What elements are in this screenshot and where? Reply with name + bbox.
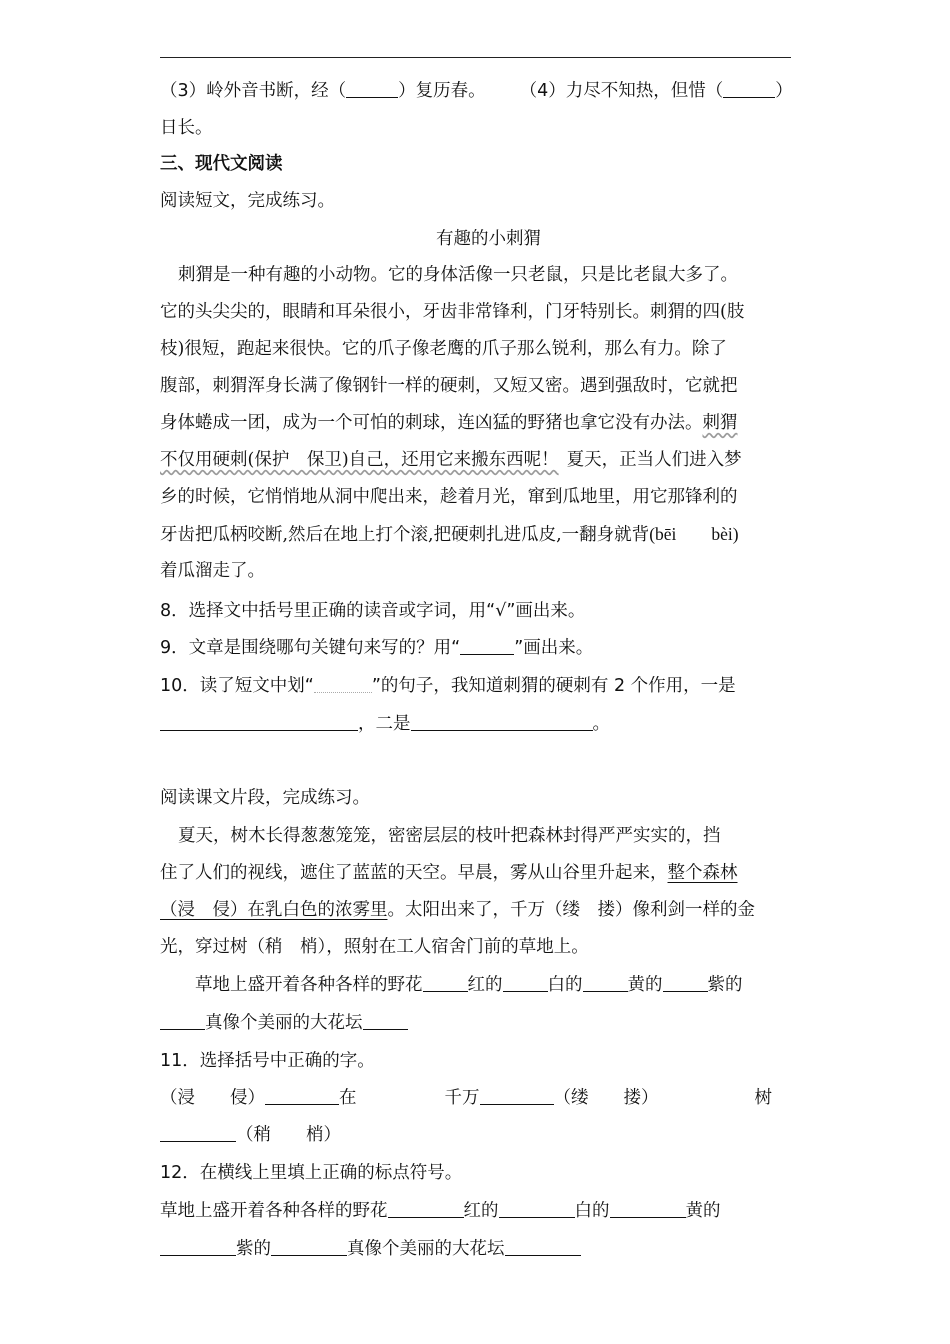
answer-blank[interactable]: [265, 1090, 339, 1105]
question-10: 10．读了短文中划“ ”的句子，我知道刺猬的硬刺有 2 个作用，一是: [160, 676, 736, 696]
wavy-line-sample: [314, 678, 372, 693]
question-9: 9．文章是围绕哪句关键句来写的？用“ ”画出来。: [160, 638, 594, 658]
blank: [423, 977, 468, 992]
answer-blank[interactable]: [160, 716, 358, 731]
underlined-text: 整个森林: [667, 863, 738, 883]
passage-line: 夏天，树木长得葱葱笼笼，密密层层的枝叶把森林封得严严实实的，挡: [178, 826, 721, 846]
question-10-answer: ，二是 。: [160, 716, 610, 734]
passage-line: 枝)很短，跑起来很快。它的爪子像老鹰的爪子那么锐利，那么有力。除了: [160, 339, 727, 359]
passage-line: （浸 侵）在乳白色的浓雾里。太阳出来了，千万（缕 搂）像利剑一样的金: [160, 900, 755, 920]
answer-blank[interactable]: [505, 1241, 581, 1256]
blank: [160, 1015, 205, 1030]
passage-line: 身体蜷成一团，成为一个可怕的刺球，连凶猛的野猪也拿它没有办法。刺猬: [160, 413, 738, 433]
wavy-underlined-text: 刺猬: [702, 413, 738, 433]
passage-line: 腹部，刺猬浑身长满了像钢针一样的硬刺，又短又密。遇到强敌时，它就把: [160, 376, 738, 396]
question-8: 8．选择文中括号里正确的读音或字词，用“√”画出来。: [160, 601, 586, 621]
wavy-underlined-text: 不仅用硬刺(保护 保卫)自己，还用它来搬东西呢！: [160, 450, 559, 470]
answer-blank[interactable]: [499, 1203, 575, 1218]
passage-line: 着瓜溜走了。: [160, 561, 265, 581]
blank: [503, 977, 548, 992]
question-11-options-2: （稍 梢）: [160, 1127, 341, 1145]
blank: [583, 977, 628, 992]
poem-fill-line: （3）岭外音书断，经（ ）复历春。 （4）力尽不知热，但惜（ ）: [160, 81, 793, 101]
section-heading: 三、现代文阅读: [160, 154, 283, 174]
answer-blank[interactable]: [160, 1127, 236, 1142]
passage-line: 牙齿把瓜柄咬断,然后在地上打个滚,把硬刺扎进瓜皮,一翻身就背(bēi bèi): [160, 524, 739, 545]
section-intro: 阅读短文，完成练习。: [160, 191, 335, 211]
underline-sample: [460, 640, 514, 655]
answer-blank[interactable]: [160, 1241, 236, 1256]
blank[interactable]: [723, 83, 775, 98]
underlined-text: （浸 侵）在乳白色的浓雾里: [160, 900, 388, 920]
question-12: 12．在横线上里填上正确的标点符号。: [160, 1163, 463, 1183]
passage-line: 住了人们的视线，遮住了蓝蓝的天空。早晨，雾从山谷里升起来，整个森林: [160, 863, 738, 883]
poem-fill-line-2: 日长。: [160, 118, 213, 138]
section-intro: 阅读课文片段，完成练习。: [160, 788, 370, 808]
passage-line: 草地上盛开着各种各样的野花 红的 白的 黄的 紫的: [195, 975, 743, 995]
answer-blank[interactable]: [610, 1203, 686, 1218]
answer-blank[interactable]: [271, 1241, 347, 1256]
passage-line: 刺猬是一种有趣的小动物。它的身体活像一只老鼠，只是比老鼠大多了。: [178, 265, 738, 285]
answer-blank[interactable]: [388, 1203, 464, 1218]
blank: [363, 1015, 408, 1030]
answer-blank[interactable]: [480, 1090, 554, 1105]
passage-line: 光，穿过树（稍 梢），照射在工人宿舍门前的草地上。: [160, 937, 589, 957]
question-12-line-2: 紫的 真像个美丽的大花坛: [160, 1241, 581, 1259]
passage-line: 它的头尖尖的，眼睛和耳朵很小，牙齿非常锋利，门牙特别长。刺猬的四(肢: [160, 302, 745, 322]
question-11: 11．选择括号中正确的字。: [160, 1051, 375, 1071]
passage-line: 真像个美丽的大花坛: [160, 1015, 408, 1033]
answer-blank[interactable]: [411, 716, 593, 731]
passage-title: 有趣的小刺猬: [436, 229, 541, 249]
question-11-options: （浸 侵） 在 千万 （缕 搂） 树: [160, 1088, 772, 1108]
passage-line: 乡的时候，它悄悄地从洞中爬出来，趁着月光，窜到瓜地里，用它那锋利的: [160, 487, 738, 507]
blank[interactable]: [346, 83, 398, 98]
question-12-line: 草地上盛开着各种各样的野花 红的 白的 黄的: [160, 1201, 721, 1221]
passage-line: 不仅用硬刺(保护 保卫)自己，还用它来搬东西呢！ 夏天，正当人们进入梦: [160, 450, 742, 470]
top-rule: [160, 57, 791, 58]
blank: [663, 977, 708, 992]
